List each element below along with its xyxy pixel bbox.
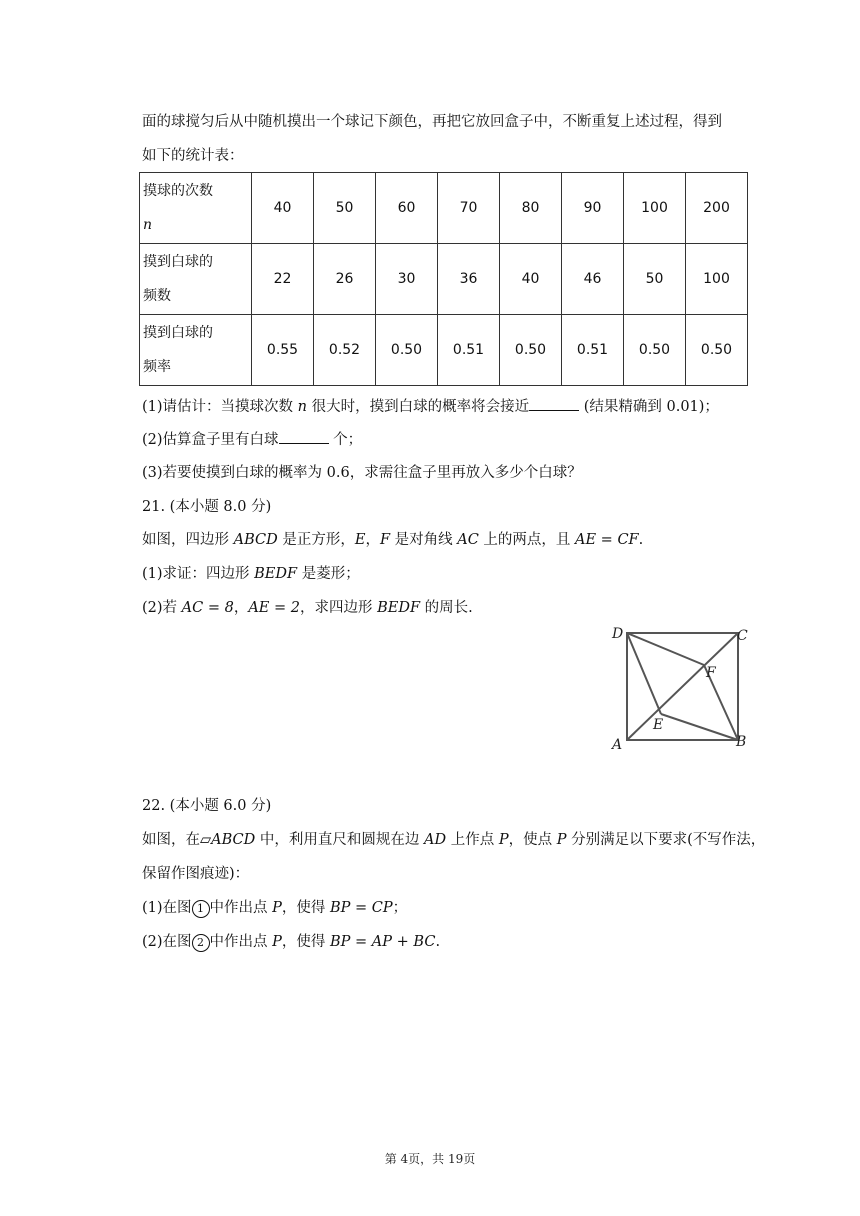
- table-cell: 200: [686, 173, 748, 244]
- problem22-statement-line1: 如图，在▱ABCD 中，利用直尺和圆规在边 AD 上作点 P，使点 P 分别满足以下要求(不写作法，: [142, 832, 766, 848]
- statistics-table: [139, 172, 748, 386]
- row-label-white-frequency-count: 摸到白球的 频数: [140, 244, 252, 315]
- answer-blank: [529, 396, 579, 411]
- problem21-statement: 如图，四边形 ABCD 是正方形，E，F 是对角线 AC 上的两点，且 AE = CF.: [142, 532, 644, 548]
- table-cell: 70: [438, 173, 500, 244]
- table-cell: 0.51: [438, 315, 500, 386]
- problem22-statement-line2: 保留作图痕迹)：: [142, 866, 250, 882]
- problem20-question3: (3)若要使摸到白球的概率为 0.6，求需往盒子里再放入多少个白球？: [142, 465, 582, 481]
- problem21-header: 21. (本小题 8.0 分): [142, 499, 272, 515]
- problem22-header: 22. (本小题 6.0 分): [142, 798, 272, 814]
- table-cell: 90: [562, 173, 624, 244]
- label-b: B: [736, 734, 747, 750]
- table-cell: 100: [686, 244, 748, 315]
- square-diagram: [606, 622, 756, 752]
- label-c: C: [737, 628, 748, 644]
- row-label-draw-count: 摸球的次数 n: [140, 173, 252, 244]
- table-row: [140, 244, 748, 315]
- problem21-question1: (1)求证：四边形 BEDF 是菱形；: [142, 566, 360, 582]
- table-row: [140, 315, 748, 386]
- table-cell: 22: [252, 244, 314, 315]
- problem22-question2: (2)在图 2 中作出点 P，使得 BP = AP + BC.: [142, 934, 441, 950]
- table-cell: 40: [252, 173, 314, 244]
- row-label-white-frequency-rate: 摸到白球的 频率: [140, 315, 252, 386]
- page-footer: 第 4页，共 19页: [384, 1152, 476, 1166]
- table-cell: 0.52: [314, 315, 376, 386]
- table-cell: 100: [624, 173, 686, 244]
- label-e: E: [653, 717, 664, 733]
- table-row: [140, 173, 748, 244]
- label-f: F: [706, 665, 716, 681]
- segment-be: [661, 714, 738, 740]
- problem20-question2: (2)估算盒子里有白球 个；: [142, 429, 362, 450]
- problem20-intro-line2: 如下的统计表：: [142, 148, 244, 164]
- figure-2-marker: 2: [192, 934, 210, 952]
- answer-blank: [279, 429, 329, 444]
- table-cell: 50: [624, 244, 686, 315]
- table-cell: 36: [438, 244, 500, 315]
- table-cell: 30: [376, 244, 438, 315]
- problem21-question2: (2)若 AC = 8，AE = 2，求四边形 BEDF 的周长.: [142, 600, 473, 616]
- table-cell: 0.50: [624, 315, 686, 386]
- table-cell: 26: [314, 244, 376, 315]
- table-cell: 80: [500, 173, 562, 244]
- table-cell: 0.50: [686, 315, 748, 386]
- table-cell: 0.50: [500, 315, 562, 386]
- figure-1-marker: 1: [192, 900, 210, 918]
- label-d: D: [612, 626, 624, 642]
- table-cell: 46: [562, 244, 624, 315]
- problem22-question1: (1)在图 1 中作出点 P，使得 BP = CP；: [142, 900, 408, 916]
- diagonal-ac: [627, 633, 738, 740]
- problem20-intro-line1: 面的球搅匀后从中随机摸出一个球记下颜色，再把它放回盒子中，不断重复上述过程，得到: [142, 114, 722, 130]
- table-cell: 60: [376, 173, 438, 244]
- table-cell: 40: [500, 244, 562, 315]
- table-cell: 0.50: [376, 315, 438, 386]
- problem20-question1: (1)请估计：当摸球次数 n 很大时，摸到白球的概率将会接近 (结果精确到 0.01)；: [142, 396, 719, 417]
- table-cell: 0.51: [562, 315, 624, 386]
- label-a: A: [612, 737, 623, 752]
- table-cell: 50: [314, 173, 376, 244]
- table-cell: 0.55: [252, 315, 314, 386]
